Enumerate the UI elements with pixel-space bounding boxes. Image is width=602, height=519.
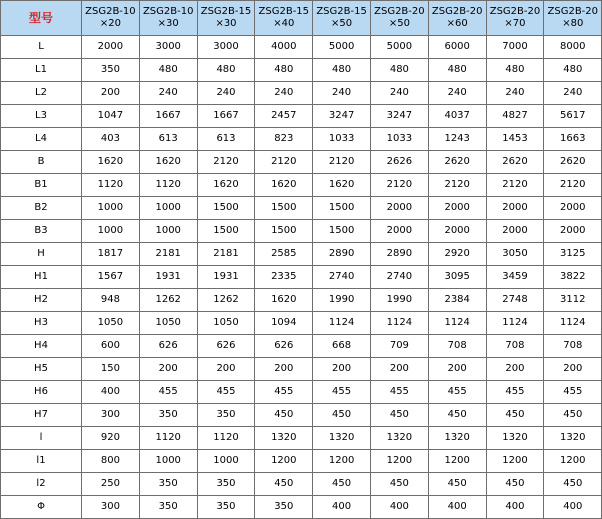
value-cell: 1620: [313, 174, 371, 197]
value-cell: 1200: [370, 450, 428, 473]
value-cell: 350: [82, 59, 140, 82]
value-cell: 1050: [82, 312, 140, 335]
table-row: [1, 243, 602, 266]
value-cell: 1320: [255, 427, 313, 450]
row-label: l1: [1, 450, 82, 473]
model-column-header: [544, 1, 602, 36]
value-cell: 1320: [428, 427, 486, 450]
table-row: [1, 381, 602, 404]
value-cell: 1620: [82, 151, 140, 174]
value-cell: 1262: [197, 289, 255, 312]
value-cell: 708: [544, 335, 602, 358]
value-cell: 1931: [139, 266, 197, 289]
value-cell: 2000: [370, 197, 428, 220]
model-name: ZSG2B-20: [374, 6, 425, 17]
value-cell: 3247: [313, 105, 371, 128]
value-cell: 200: [428, 358, 486, 381]
value-cell: 450: [544, 404, 602, 427]
value-cell: 400: [428, 496, 486, 519]
value-cell: 1500: [255, 197, 313, 220]
value-cell: 1243: [428, 128, 486, 151]
model-size: ×50: [388, 18, 410, 29]
value-cell: 350: [197, 496, 255, 519]
value-cell: 455: [255, 381, 313, 404]
model-size: ×40: [273, 18, 295, 29]
value-cell: 708: [486, 335, 544, 358]
value-cell: 2620: [428, 151, 486, 174]
value-cell: 1931: [197, 266, 255, 289]
value-cell: 400: [313, 496, 371, 519]
row-label: B2: [1, 197, 82, 220]
value-cell: 2890: [370, 243, 428, 266]
value-cell: 240: [544, 82, 602, 105]
value-cell: 2748: [486, 289, 544, 312]
value-cell: 250: [82, 473, 140, 496]
value-cell: 1500: [197, 197, 255, 220]
row-label: l: [1, 427, 82, 450]
model-column-header: [139, 1, 197, 36]
table-row: [1, 404, 602, 427]
value-cell: 1990: [313, 289, 371, 312]
row-label: L1: [1, 59, 82, 82]
table-row: [1, 105, 602, 128]
value-cell: 150: [82, 358, 140, 381]
header-row: [1, 1, 602, 36]
model-column-header: [255, 1, 313, 36]
value-cell: 480: [428, 59, 486, 82]
value-cell: 455: [139, 381, 197, 404]
row-label: H5: [1, 358, 82, 381]
value-cell: 1500: [313, 197, 371, 220]
value-cell: 240: [255, 82, 313, 105]
model-name: ZSG2B-15: [258, 6, 310, 17]
value-cell: 1320: [544, 427, 602, 450]
value-cell: 1200: [428, 450, 486, 473]
value-cell: 2000: [428, 197, 486, 220]
value-cell: 450: [313, 404, 371, 427]
value-cell: 450: [370, 404, 428, 427]
value-cell: 626: [139, 335, 197, 358]
value-cell: 1200: [486, 450, 544, 473]
table-row: [1, 427, 602, 450]
value-cell: 350: [139, 404, 197, 427]
table-row: [1, 82, 602, 105]
value-cell: 1453: [486, 128, 544, 151]
value-cell: 668: [313, 335, 371, 358]
value-cell: 200: [544, 358, 602, 381]
table-row: [1, 312, 602, 335]
value-cell: 2181: [197, 243, 255, 266]
model-name: ZSG2B-20: [431, 6, 483, 17]
value-cell: 403: [82, 128, 140, 151]
value-cell: 1050: [197, 312, 255, 335]
value-cell: 1033: [370, 128, 428, 151]
value-cell: 350: [255, 496, 313, 519]
value-cell: 450: [486, 404, 544, 427]
value-cell: 1667: [197, 105, 255, 128]
value-cell: 4000: [255, 36, 313, 59]
value-cell: 400: [544, 496, 602, 519]
value-cell: 1120: [139, 427, 197, 450]
value-cell: 708: [428, 335, 486, 358]
table-row: [1, 358, 602, 381]
value-cell: 1320: [313, 427, 371, 450]
value-cell: 450: [486, 473, 544, 496]
value-cell: 2620: [486, 151, 544, 174]
value-cell: 823: [255, 128, 313, 151]
value-cell: 1620: [255, 289, 313, 312]
row-label: H2: [1, 289, 82, 312]
value-cell: 300: [82, 404, 140, 427]
value-cell: 450: [313, 473, 371, 496]
value-cell: 1620: [255, 174, 313, 197]
value-cell: 455: [370, 381, 428, 404]
value-cell: 1620: [197, 174, 255, 197]
value-cell: 2740: [313, 266, 371, 289]
value-cell: 3125: [544, 243, 602, 266]
value-cell: 3095: [428, 266, 486, 289]
model-name: ZSG2B-20: [547, 6, 599, 17]
model-name: ZSG2B-20: [489, 6, 541, 17]
table-row: [1, 335, 602, 358]
table-row: [1, 128, 602, 151]
model-size: ×30: [215, 18, 237, 29]
value-cell: 4827: [486, 105, 544, 128]
value-cell: 1000: [139, 450, 197, 473]
value-cell: 1500: [255, 220, 313, 243]
row-label: L2: [1, 82, 82, 105]
value-cell: 613: [197, 128, 255, 151]
model-size: ×50: [331, 18, 353, 29]
value-cell: 2120: [197, 151, 255, 174]
value-cell: 200: [370, 358, 428, 381]
value-cell: 200: [486, 358, 544, 381]
model-size: ×80: [562, 18, 584, 29]
value-cell: 455: [486, 381, 544, 404]
value-cell: 1200: [313, 450, 371, 473]
model-name: ZSG2B-10: [142, 6, 194, 17]
table-row: [1, 197, 602, 220]
value-cell: 200: [197, 358, 255, 381]
value-cell: 400: [82, 381, 140, 404]
row-label: H1: [1, 266, 82, 289]
value-cell: 7000: [486, 36, 544, 59]
row-label: L: [1, 36, 82, 59]
value-cell: 2920: [428, 243, 486, 266]
value-cell: 2000: [428, 220, 486, 243]
value-cell: 1124: [428, 312, 486, 335]
value-cell: 350: [197, 404, 255, 427]
spec-table-body: [1, 1, 602, 519]
value-cell: 2620: [544, 151, 602, 174]
model-size: ×70: [504, 18, 526, 29]
value-cell: 350: [139, 496, 197, 519]
value-cell: 1620: [139, 151, 197, 174]
value-cell: 5000: [313, 36, 371, 59]
value-cell: 455: [428, 381, 486, 404]
model-name: ZSG2B-10: [85, 6, 136, 17]
value-cell: 1990: [370, 289, 428, 312]
value-cell: 1000: [139, 220, 197, 243]
value-cell: 455: [197, 381, 255, 404]
table-row: [1, 473, 602, 496]
value-cell: 1000: [82, 197, 140, 220]
table-row: [1, 59, 602, 82]
row-label: l2: [1, 473, 82, 496]
model-column-header: [370, 1, 428, 36]
value-cell: 920: [82, 427, 140, 450]
value-cell: 1124: [370, 312, 428, 335]
value-cell: 2000: [486, 197, 544, 220]
value-cell: 480: [255, 59, 313, 82]
value-cell: 3000: [197, 36, 255, 59]
value-cell: 480: [370, 59, 428, 82]
value-cell: 1567: [82, 266, 140, 289]
value-cell: 2457: [255, 105, 313, 128]
value-cell: 5617: [544, 105, 602, 128]
model-column-header: [197, 1, 255, 36]
value-cell: 1667: [139, 105, 197, 128]
value-cell: 1000: [139, 197, 197, 220]
row-label: B: [1, 151, 82, 174]
value-cell: 948: [82, 289, 140, 312]
value-cell: 400: [370, 496, 428, 519]
value-cell: 1262: [139, 289, 197, 312]
value-cell: 1033: [313, 128, 371, 151]
value-cell: 1500: [197, 220, 255, 243]
value-cell: 2181: [139, 243, 197, 266]
row-label: B1: [1, 174, 82, 197]
model-column-header: [428, 1, 486, 36]
value-cell: 2120: [370, 174, 428, 197]
value-cell: 300: [82, 496, 140, 519]
value-cell: 2120: [486, 174, 544, 197]
value-cell: 1120: [139, 174, 197, 197]
value-cell: 2120: [255, 151, 313, 174]
value-cell: 3459: [486, 266, 544, 289]
value-cell: 5000: [370, 36, 428, 59]
value-cell: 3112: [544, 289, 602, 312]
value-cell: 3247: [370, 105, 428, 128]
value-cell: 350: [139, 473, 197, 496]
value-cell: 8000: [544, 36, 602, 59]
value-cell: 450: [255, 473, 313, 496]
row-label: H6: [1, 381, 82, 404]
row-label: H7: [1, 404, 82, 427]
value-cell: 240: [370, 82, 428, 105]
value-cell: 1500: [313, 220, 371, 243]
value-cell: 1124: [486, 312, 544, 335]
value-cell: 613: [139, 128, 197, 151]
table-row: [1, 174, 602, 197]
value-cell: 3822: [544, 266, 602, 289]
value-cell: 455: [544, 381, 602, 404]
value-cell: 2890: [313, 243, 371, 266]
table-row: [1, 151, 602, 174]
row-label: H4: [1, 335, 82, 358]
model-header-cell: 型号: [1, 1, 82, 36]
value-cell: 200: [82, 82, 140, 105]
value-cell: 240: [139, 82, 197, 105]
value-cell: 2120: [544, 174, 602, 197]
row-label: B3: [1, 220, 82, 243]
value-cell: 200: [255, 358, 313, 381]
value-cell: 3000: [139, 36, 197, 59]
value-cell: 709: [370, 335, 428, 358]
value-cell: 2740: [370, 266, 428, 289]
value-cell: 1817: [82, 243, 140, 266]
value-cell: 450: [428, 473, 486, 496]
value-cell: 4037: [428, 105, 486, 128]
value-cell: 2000: [544, 220, 602, 243]
table-row: [1, 36, 602, 59]
value-cell: 2000: [370, 220, 428, 243]
value-cell: 2120: [313, 151, 371, 174]
model-size: ×30: [157, 18, 179, 29]
value-cell: 1200: [544, 450, 602, 473]
value-cell: 2335: [255, 266, 313, 289]
table-row: [1, 496, 602, 519]
value-cell: 6000: [428, 36, 486, 59]
value-cell: 200: [139, 358, 197, 381]
value-cell: 480: [313, 59, 371, 82]
table-row: [1, 289, 602, 312]
row-label: H: [1, 243, 82, 266]
value-cell: 2626: [370, 151, 428, 174]
value-cell: 450: [544, 473, 602, 496]
row-label: Φ: [1, 496, 82, 519]
value-cell: 2000: [486, 220, 544, 243]
table-row: [1, 266, 602, 289]
value-cell: 400: [486, 496, 544, 519]
value-cell: 350: [197, 473, 255, 496]
value-cell: 1663: [544, 128, 602, 151]
value-cell: 1050: [139, 312, 197, 335]
model-size: ×20: [99, 18, 121, 29]
value-cell: 240: [313, 82, 371, 105]
table-row: [1, 220, 602, 243]
value-cell: 240: [428, 82, 486, 105]
value-cell: 1320: [370, 427, 428, 450]
model-name: ZSG2B-15: [316, 6, 367, 17]
value-cell: 450: [370, 473, 428, 496]
value-cell: 450: [428, 404, 486, 427]
model-name: ZSG2B-15: [200, 6, 252, 17]
row-label: L3: [1, 105, 82, 128]
value-cell: 626: [255, 335, 313, 358]
table-row: [1, 450, 602, 473]
value-cell: 2000: [82, 36, 140, 59]
value-cell: 1000: [82, 220, 140, 243]
value-cell: 200: [313, 358, 371, 381]
value-cell: 1094: [255, 312, 313, 335]
value-cell: 480: [544, 59, 602, 82]
value-cell: 600: [82, 335, 140, 358]
value-cell: 1320: [486, 427, 544, 450]
row-label: H3: [1, 312, 82, 335]
model-size: ×60: [446, 18, 468, 29]
value-cell: 450: [255, 404, 313, 427]
value-cell: 1124: [544, 312, 602, 335]
model-column-header: [82, 1, 140, 36]
value-cell: 480: [486, 59, 544, 82]
value-cell: 240: [486, 82, 544, 105]
value-cell: 240: [197, 82, 255, 105]
value-cell: 455: [313, 381, 371, 404]
value-cell: 626: [197, 335, 255, 358]
value-cell: 480: [197, 59, 255, 82]
value-cell: 1120: [82, 174, 140, 197]
row-label: L4: [1, 128, 82, 151]
value-cell: 3050: [486, 243, 544, 266]
value-cell: 1124: [313, 312, 371, 335]
model-column-header: [486, 1, 544, 36]
value-cell: 2000: [544, 197, 602, 220]
value-cell: 480: [139, 59, 197, 82]
value-cell: 800: [82, 450, 140, 473]
value-cell: 2120: [428, 174, 486, 197]
value-cell: 1200: [255, 450, 313, 473]
model-column-header: [313, 1, 371, 36]
value-cell: 1047: [82, 105, 140, 128]
value-cell: 1000: [197, 450, 255, 473]
value-cell: 2585: [255, 243, 313, 266]
value-cell: 2384: [428, 289, 486, 312]
value-cell: 1120: [197, 427, 255, 450]
